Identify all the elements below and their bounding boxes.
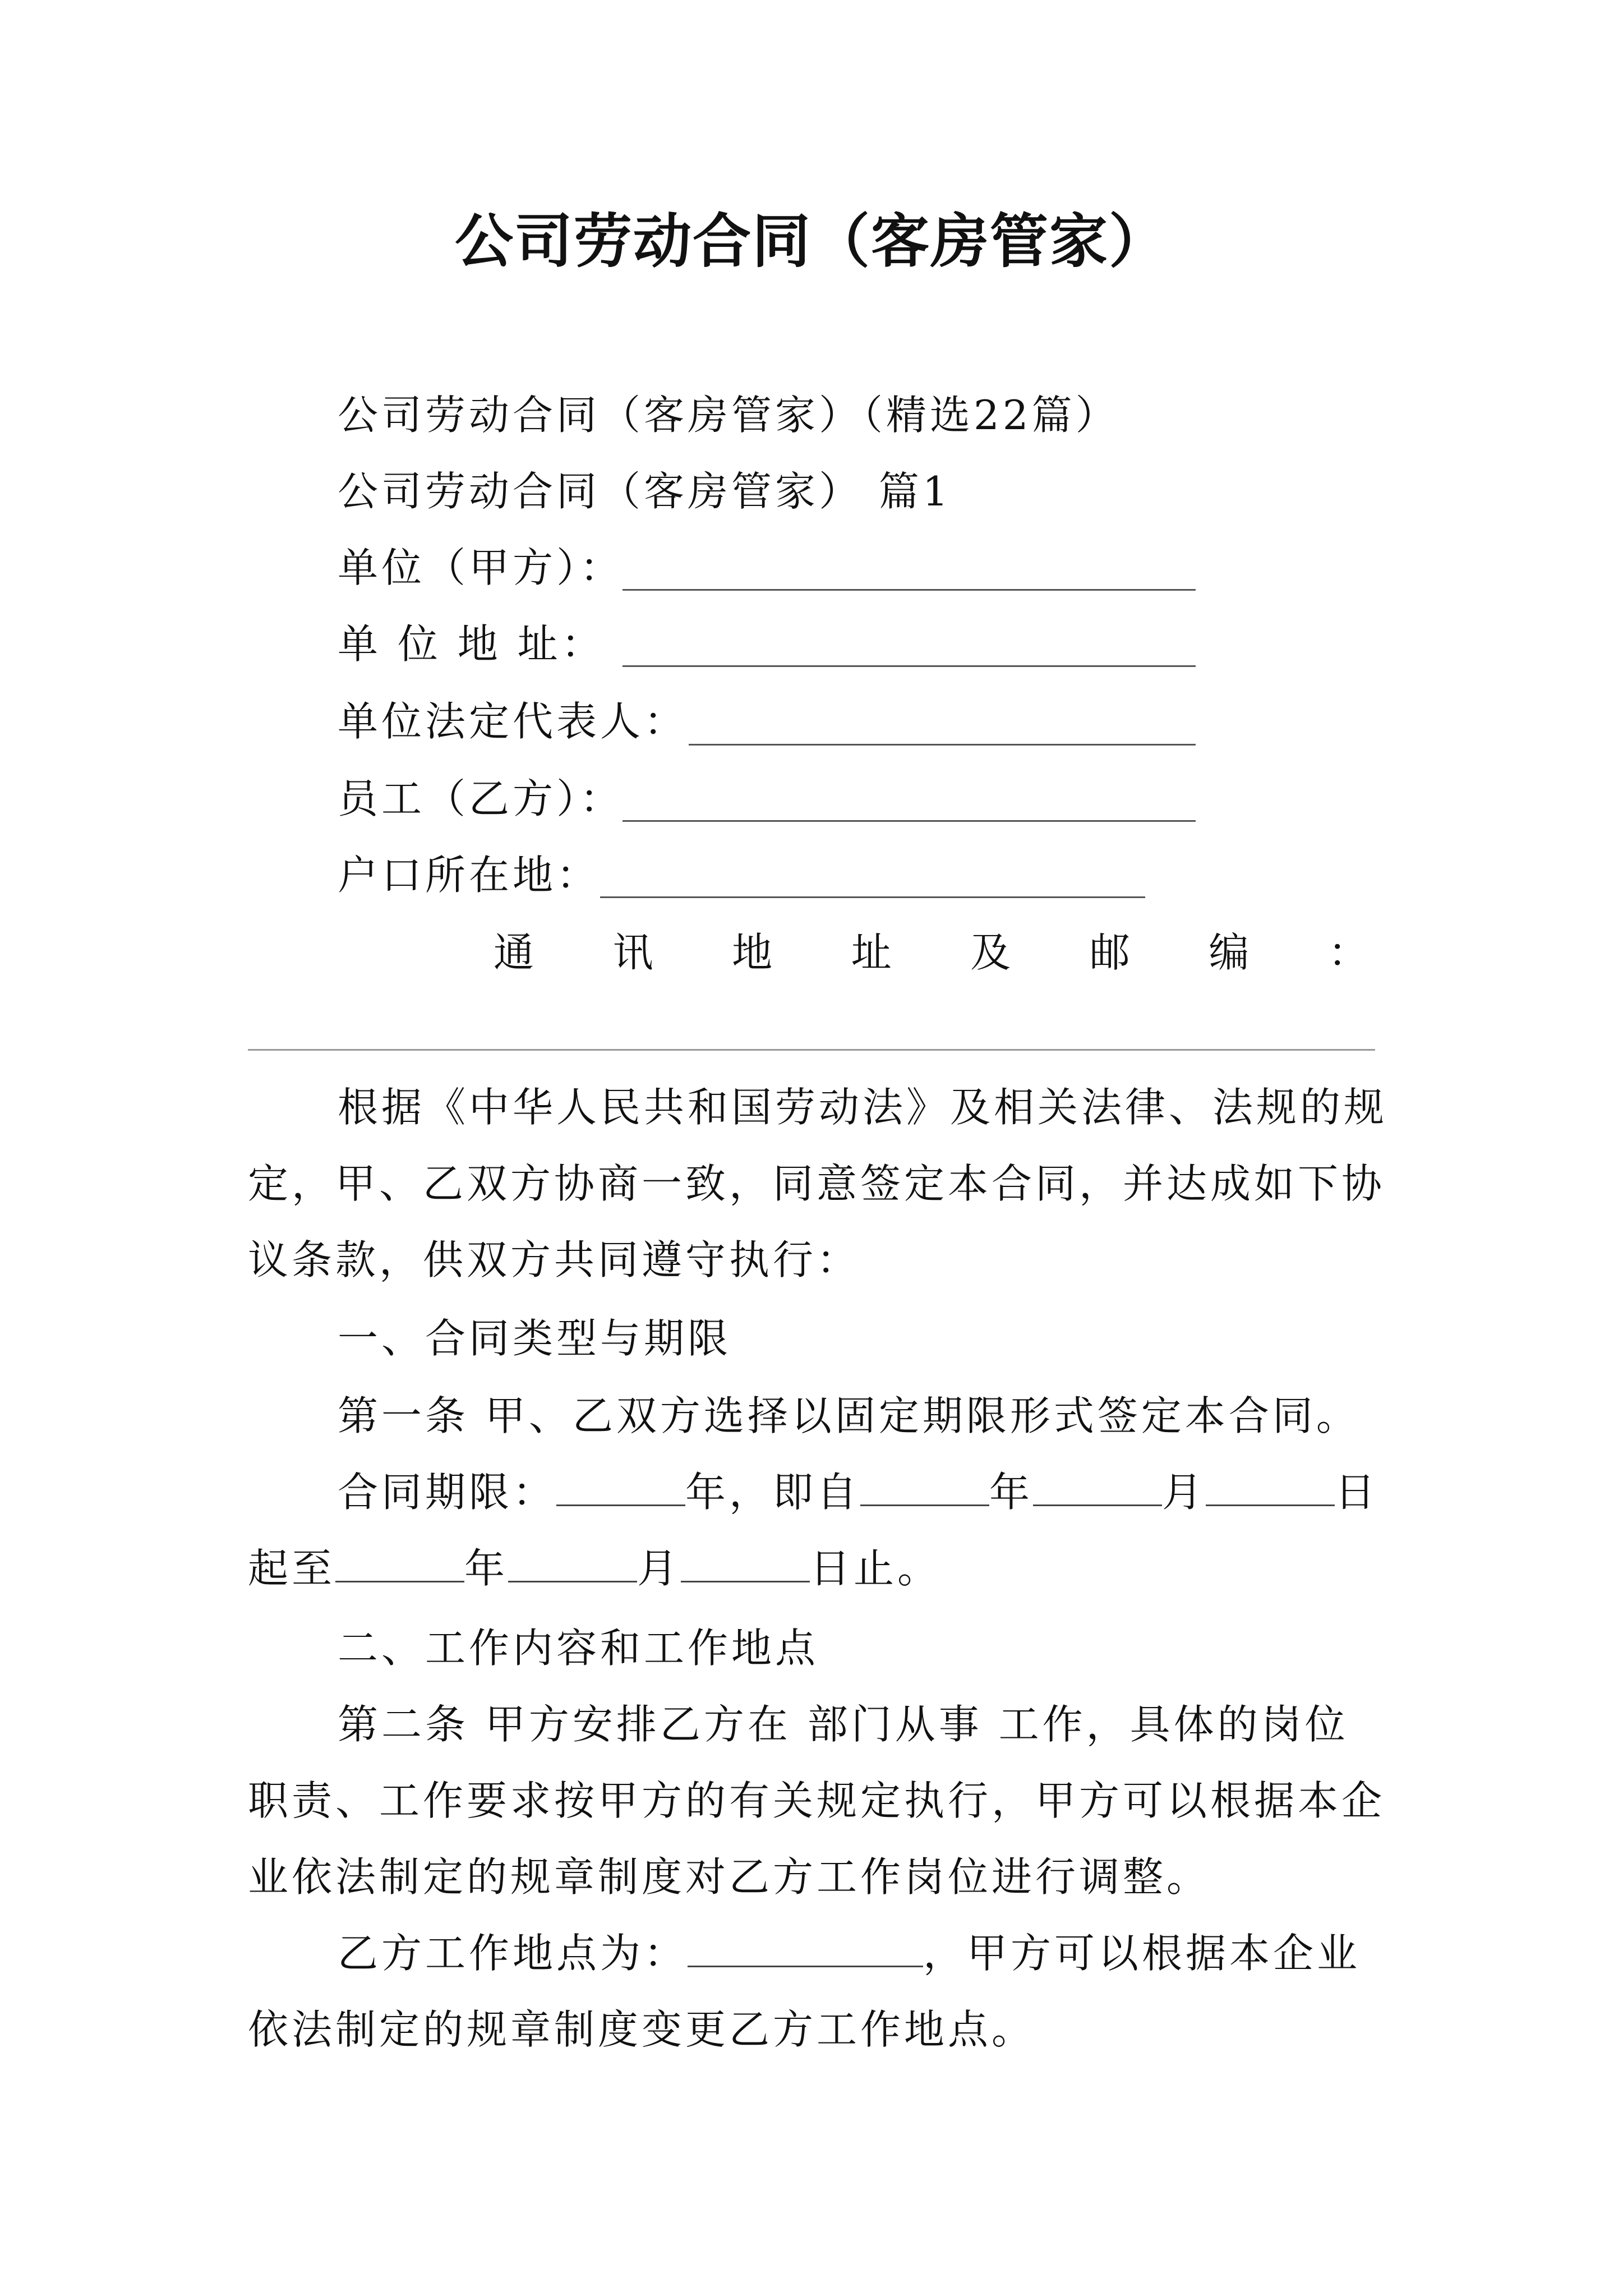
section-heading: 公司劳动合同（客房管家） 篇1: [338, 468, 952, 515]
start-month-text: 月: [1162, 1469, 1206, 1516]
address-label: 单 位 地 址：: [338, 620, 605, 668]
end-year-blank[interactable]: [335, 1542, 464, 1582]
postal-address-field[interactable]: [248, 1049, 1375, 1051]
term-year-text: 年，即自: [685, 1469, 861, 1516]
legal-rep-label: 单位法定代表人：: [338, 698, 688, 745]
start-year-text: 年: [989, 1469, 1034, 1516]
end-month-text: 月: [637, 1545, 681, 1592]
document-title: 公司劳动合同（客房管家）: [454, 207, 1168, 275]
article-2-line-2: 职责、工作要求按甲方的有关规定执行，甲方可以根据本企: [248, 1777, 1386, 1824]
term-line-2: [248, 1540, 941, 1596]
legal-rep-field[interactable]: [689, 744, 1196, 746]
hukou-label: 户口所在地：: [338, 852, 601, 899]
end-month-blank[interactable]: [508, 1542, 637, 1582]
postal-char: 编: [1209, 929, 1249, 976]
workplace-blank[interactable]: [688, 1926, 923, 1967]
term-label: 合同期限：: [338, 1469, 557, 1516]
workplace-rest: ，甲方可以根据本企业: [923, 1930, 1361, 1977]
intro-line-2: 定，甲、乙双方协商一致，同意签定本合同，并达成如下协: [248, 1160, 1386, 1207]
address-field[interactable]: [623, 665, 1196, 667]
article-1: 第一条 甲、乙双方选择以固定期限形式签定本合同。: [338, 1392, 1360, 1439]
postal-char: ：: [1327, 929, 1368, 976]
start-year-blank[interactable]: [860, 1465, 989, 1506]
term-line-1: [338, 1464, 1378, 1520]
intro-line-1: 根据《中华人民共和国劳动法》及相关法律、法规的规: [338, 1084, 1388, 1131]
end-day-blank[interactable]: [681, 1542, 810, 1582]
postal-char: 地: [732, 929, 773, 976]
party-a-label: 单位（甲方）：: [338, 544, 624, 591]
end-year-text: 年: [464, 1545, 509, 1592]
party-b-field[interactable]: [623, 820, 1196, 822]
document-subtitle: 公司劳动合同（客房管家）（精选22篇）: [338, 392, 1119, 439]
from-to-text: 起至: [248, 1545, 336, 1592]
section-1-heading: 一、合同类型与期限: [338, 1315, 732, 1362]
party-a-field[interactable]: [623, 589, 1196, 591]
section-2-heading: 二、工作内容和工作地点: [338, 1625, 819, 1672]
end-day-text: 日止。: [810, 1545, 942, 1592]
workplace-label: 乙方工作地点为：: [338, 1930, 688, 1977]
postal-address-label: [494, 924, 1368, 981]
start-day-text: 日: [1335, 1469, 1379, 1516]
start-day-blank[interactable]: [1206, 1465, 1335, 1506]
article-2-line-1: 第二条 甲方安排乙方在 部门从事 工作，具体的岗位: [338, 1701, 1349, 1748]
postal-char: 址: [851, 929, 892, 976]
workplace-line-2: 依法制定的规章制度变更乙方工作地点。: [248, 2006, 1036, 2053]
start-month-blank[interactable]: [1033, 1465, 1162, 1506]
postal-char: 讯: [612, 929, 653, 976]
article-2-line-3: 业依法制定的规章制度对乙方工作岗位进行调整。: [248, 1853, 1211, 1901]
postal-char: 及: [970, 929, 1011, 976]
party-b-label: 员工（乙方）：: [338, 775, 624, 822]
hukou-field[interactable]: [600, 896, 1145, 898]
workplace-line-1: [338, 1925, 1361, 1981]
postal-char: 邮: [1089, 929, 1130, 976]
term-years-blank[interactable]: [556, 1465, 685, 1506]
postal-char: 通: [494, 929, 534, 976]
intro-line-3: 议条款，供双方共同遵守执行：: [248, 1236, 861, 1283]
